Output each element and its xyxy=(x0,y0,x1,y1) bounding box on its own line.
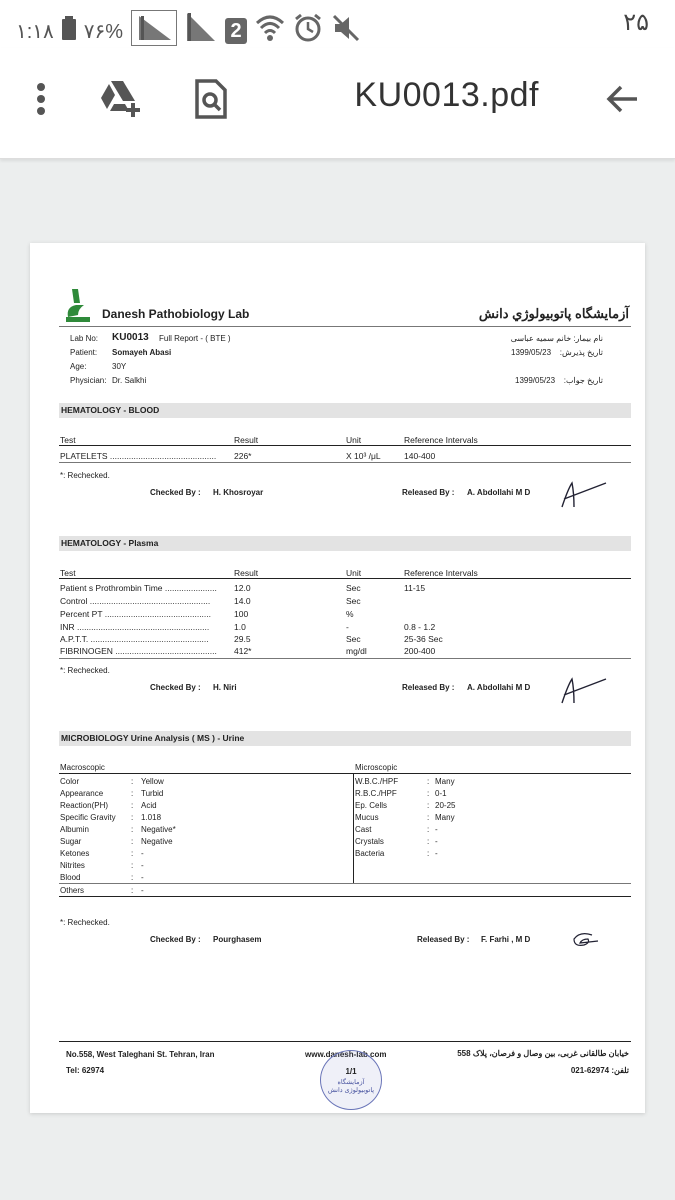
age-value: 30Y xyxy=(112,362,127,371)
field-name: Nitrites xyxy=(60,861,85,870)
field-value: - xyxy=(435,849,438,858)
macroscopic-header: Macroscopic xyxy=(60,763,105,772)
test-result: 1.0 xyxy=(234,622,246,632)
test-name: PLATELETS ............................................. xyxy=(60,451,217,461)
released-by: A. Abdollahi M D xyxy=(467,488,531,497)
field-colon: : xyxy=(131,849,134,858)
find-in-document-button[interactable] xyxy=(188,76,234,122)
stamp-text: آزمایشگاه پاتوبیولوژی دانش xyxy=(327,1079,375,1094)
status-bar xyxy=(0,0,675,48)
microscope-logo-icon xyxy=(64,287,92,323)
field-name: Color xyxy=(60,777,80,786)
table-rule xyxy=(59,445,631,446)
field-name: Ketones xyxy=(60,849,90,858)
field-colon: : xyxy=(131,777,134,786)
footer-tel-fa: تلفن: 62974-021 xyxy=(570,1066,629,1075)
col-header-result: Result xyxy=(234,568,259,578)
test-result: 29.5 xyxy=(234,634,251,644)
report-type: Full Report - ( BTE ) xyxy=(159,334,231,343)
field-colon: : xyxy=(131,837,134,846)
field-name: Sugar xyxy=(60,837,82,846)
clock: ۱:۱۸ xyxy=(16,20,54,43)
rechecked-note: *: Rechecked. xyxy=(60,666,110,675)
field-colon: : xyxy=(427,849,430,858)
header-divider xyxy=(59,326,631,327)
section-microbiology: MICROBIOLOGY Urine Analysis ( MS ) - Urine xyxy=(59,731,631,746)
table-rule xyxy=(59,658,631,659)
doc-search-icon xyxy=(194,79,228,119)
test-ref: 140-400 xyxy=(404,451,436,461)
field-name: Reaction(PH) xyxy=(60,801,109,810)
footer-address-fa: خیابان طالقانی غربی، بین وصال و فرصان، پلاک 558 xyxy=(457,1049,629,1058)
released-by: A. Abdollahi M D xyxy=(467,683,531,692)
table-rule xyxy=(59,883,631,884)
field-colon: : xyxy=(427,789,430,798)
field-colon: : xyxy=(131,861,134,870)
test-unit: Sec xyxy=(346,596,361,606)
test-result: 100 xyxy=(234,609,249,619)
released-label: Released By : xyxy=(402,683,455,692)
age-label: Age: xyxy=(70,362,87,371)
field-colon: : xyxy=(131,873,134,882)
field-value: 0-1 xyxy=(435,789,447,798)
rechecked-note: *: Rechecked. xyxy=(60,471,110,480)
lab-name-fa: آزمايشگاه پاتوبيولوژي دانش xyxy=(478,306,629,321)
col-header-ref: Reference Intervals xyxy=(404,435,478,445)
back-button[interactable] xyxy=(599,76,645,122)
drive-add-icon xyxy=(99,79,143,119)
footer-website[interactable]: www.danesh-lab.com xyxy=(305,1050,387,1059)
footer-tel-en: Tel: 62974 xyxy=(66,1066,105,1075)
field-value: - xyxy=(141,861,144,870)
field-colon: : xyxy=(131,789,134,798)
macro-colon: : xyxy=(131,886,134,895)
field-value: 1.018 xyxy=(141,813,162,822)
test-unit: Sec xyxy=(346,634,361,644)
fa-answer-date: 1399/05/23 xyxy=(515,376,556,385)
battery-icon xyxy=(62,16,76,46)
more-options-button[interactable] xyxy=(18,76,64,122)
field-name: Blood xyxy=(60,873,81,882)
field-name: Appearance xyxy=(60,789,104,798)
field-colon: : xyxy=(427,777,430,786)
test-ref: 200-400 xyxy=(404,646,436,656)
lab-stamp xyxy=(320,1050,382,1110)
signal-icon-2 xyxy=(185,13,217,49)
physician-label: Physician: xyxy=(70,376,107,385)
add-to-drive-button[interactable] xyxy=(98,76,144,122)
field-value: - xyxy=(141,873,144,882)
column-divider xyxy=(353,773,354,883)
patient-name: Somayeh Abasi xyxy=(112,348,172,357)
field-value: Yellow xyxy=(141,777,164,786)
test-name: INR ........................................................ xyxy=(60,622,210,632)
field-colon: : xyxy=(131,801,134,810)
test-ref: 11-15 xyxy=(404,583,426,593)
field-value: Many xyxy=(435,813,455,822)
fa-admit-date: 1399/05/23 xyxy=(511,348,552,357)
footer-divider xyxy=(59,1041,631,1042)
document-title: KU0013.pdf xyxy=(354,76,539,114)
pdf-page[interactable] xyxy=(30,243,645,1113)
fa-answer-label: تاريخ جواب: xyxy=(563,376,603,385)
test-unit: % xyxy=(346,609,354,619)
col-header-ref: Reference Intervals xyxy=(404,568,478,578)
test-result: 412* xyxy=(234,646,252,656)
signature-icon xyxy=(560,479,610,511)
notification-badge: 2 xyxy=(225,18,247,44)
col-header-result: Result xyxy=(234,435,259,445)
lab-name-en: Danesh Pathobiology Lab xyxy=(102,307,250,321)
signature-icon xyxy=(560,675,610,707)
section-heme-plasma: HEMATOLOGY - Plasma xyxy=(59,536,631,551)
field-name: Specific Gravity xyxy=(60,813,116,822)
test-unit: - xyxy=(346,622,349,632)
field-value: Acid xyxy=(141,801,157,810)
col-header-test: Test xyxy=(60,568,76,578)
field-value: 20-25 xyxy=(435,801,456,810)
microscopic-header: Microscopic xyxy=(355,763,398,772)
released-label: Released By : xyxy=(417,935,470,944)
released-by: F. Farhi , M D xyxy=(481,935,531,944)
test-name: FIBRINOGEN ........................................... xyxy=(60,646,217,656)
released-label: Released By : xyxy=(402,488,455,497)
fa-admit-label: تاريخ پذيرش: xyxy=(559,348,603,357)
page-indicator: ۲۵ xyxy=(623,9,649,36)
signature-icon xyxy=(570,931,602,949)
macro-name: Others xyxy=(60,886,85,895)
fa-patient-name: نام بیمار: خانم سمیه عباسی xyxy=(510,334,603,343)
physician-name: Dr. Salkhi xyxy=(112,376,147,385)
footer-address-en: No.558, West Taleghani St. Tehran, Iran xyxy=(66,1050,215,1059)
rechecked-note: *: Rechecked. xyxy=(60,918,110,927)
alarm-icon xyxy=(293,13,323,49)
table-rule xyxy=(59,462,631,463)
test-result: 14.0 xyxy=(234,596,251,606)
checked-label: Checked By : xyxy=(150,488,201,497)
field-colon: : xyxy=(131,813,134,822)
field-name: Mucus xyxy=(355,813,379,822)
checked-label: Checked By : xyxy=(150,683,201,692)
field-colon: : xyxy=(427,813,430,822)
page-number: 1/1 xyxy=(345,1067,357,1076)
mute-icon xyxy=(331,13,361,49)
checked-label: Checked By : xyxy=(150,935,201,944)
wifi-icon xyxy=(255,13,285,49)
col-header-unit: Unit xyxy=(346,435,362,445)
field-colon: : xyxy=(131,825,134,834)
signal-icon xyxy=(131,10,177,52)
field-value: - xyxy=(435,837,438,846)
field-colon: : xyxy=(427,837,430,846)
field-name: W.B.C./HPF xyxy=(355,777,399,786)
col-header-unit: Unit xyxy=(346,568,362,578)
app-bar xyxy=(0,48,675,159)
test-name: A.P.T.T. .................................................. xyxy=(60,634,209,644)
more-vert-icon xyxy=(36,82,46,116)
table-rule xyxy=(59,578,631,579)
field-value: - xyxy=(435,825,438,834)
arrow-back-icon xyxy=(605,84,639,114)
checked-by: H. Niri xyxy=(213,683,237,692)
table-rule xyxy=(59,896,631,897)
field-name: Albumin xyxy=(60,825,89,834)
field-name: Crystals xyxy=(355,837,384,846)
test-name: Patient s Prothrombin Time ...................... xyxy=(60,583,217,593)
table-rule xyxy=(59,773,631,774)
lab-no-label: Lab No: xyxy=(70,334,99,343)
test-result: 226* xyxy=(234,451,252,461)
patient-label: Patient: xyxy=(70,348,98,357)
checked-by: Pourghasem xyxy=(213,935,262,944)
field-name: R.B.C./HPF xyxy=(355,789,397,798)
test-name: Control ................................................... xyxy=(60,596,211,606)
test-result: 12.0 xyxy=(234,583,251,593)
field-value: - xyxy=(141,849,144,858)
test-ref: 25-36 Sec xyxy=(404,634,443,644)
field-value: Negative* xyxy=(141,825,176,834)
col-header-test: Test xyxy=(60,435,76,445)
test-ref: 0.8 - 1.2 xyxy=(404,622,436,632)
field-name: Cast xyxy=(355,825,372,834)
battery-percent: ۷۶% xyxy=(83,20,124,43)
field-value: Many xyxy=(435,777,455,786)
test-name: Percent PT ............................................. xyxy=(60,609,211,619)
section-heme-blood: HEMATOLOGY - BLOOD xyxy=(59,403,631,418)
field-value: Negative xyxy=(141,837,173,846)
checked-by: H. Khosroyar xyxy=(213,488,264,497)
field-name: Ep. Cells xyxy=(355,801,388,810)
test-unit: X 10³ /μL xyxy=(346,451,381,461)
field-colon: : xyxy=(427,825,430,834)
field-colon: : xyxy=(427,801,430,810)
field-value: Turbid xyxy=(141,789,164,798)
field-name: Bacteria xyxy=(355,849,385,858)
test-unit: mg/dl xyxy=(346,646,367,656)
macro-value: - xyxy=(141,886,144,895)
lab-no: KU0013 xyxy=(112,332,149,343)
test-unit: Sec xyxy=(346,583,361,593)
